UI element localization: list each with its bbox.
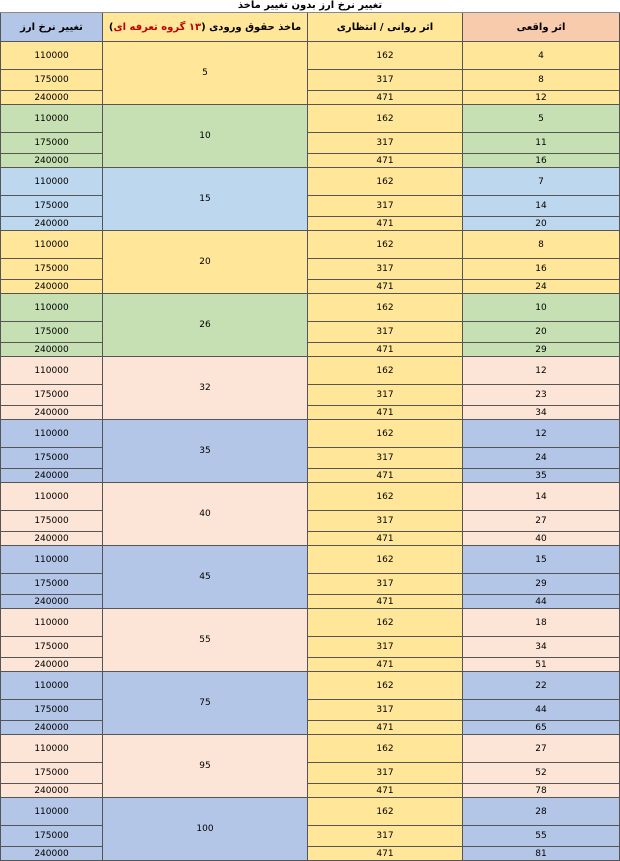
rate-cell[interactable]: 175000	[1, 700, 103, 721]
psychological-effect-cell[interactable]: 471	[308, 721, 463, 735]
psychological-effect-cell[interactable]: 317	[308, 133, 463, 154]
psychological-effect-cell[interactable]: 317	[308, 637, 463, 658]
psychological-effect-cell[interactable]: 471	[308, 847, 463, 861]
real-effect-cell[interactable]: 81	[463, 847, 620, 861]
rate-cell[interactable]: 240000	[1, 784, 103, 798]
real-effect-cell[interactable]: 24	[463, 448, 620, 469]
base-duty-cell[interactable]: 95	[103, 735, 308, 798]
rate-cell[interactable]: 175000	[1, 826, 103, 847]
psychological-effect-cell[interactable]: 317	[308, 826, 463, 847]
header-real-effect[interactable]: اثر واقعی	[463, 13, 620, 42]
psychological-effect-cell[interactable]: 162	[308, 294, 463, 322]
psychological-effect-cell[interactable]: 317	[308, 511, 463, 532]
header-base-suffix: )	[108, 21, 114, 33]
rate-cell[interactable]: 175000	[1, 637, 103, 658]
real-effect-cell[interactable]: 78	[463, 784, 620, 798]
real-effect-cell[interactable]: 27	[463, 511, 620, 532]
rate-cell[interactable]: 240000	[1, 469, 103, 483]
real-effect-cell[interactable]: 65	[463, 721, 620, 735]
psychological-effect-cell[interactable]: 162	[308, 609, 463, 637]
base-duty-cell[interactable]: 26	[103, 294, 308, 357]
header-base-duty[interactable]	[103, 13, 308, 42]
rate-cell[interactable]: 175000	[1, 259, 103, 280]
psychological-effect-cell[interactable]: 471	[308, 217, 463, 231]
psychological-effect-cell[interactable]: 471	[308, 280, 463, 294]
real-effect-cell[interactable]: 10	[463, 294, 620, 322]
psychological-effect-cell[interactable]: 162	[308, 735, 463, 763]
header-base-highlight: ۱۳ گروه تعرفه ای	[113, 21, 202, 33]
psychological-effect-cell[interactable]: 317	[308, 322, 463, 343]
base-duty-cell[interactable]: 100	[103, 798, 308, 861]
real-effect-cell[interactable]: 16	[463, 154, 620, 168]
psychological-effect-cell[interactable]: 162	[308, 420, 463, 448]
real-effect-cell[interactable]: 52	[463, 763, 620, 784]
rate-cell[interactable]: 240000	[1, 154, 103, 168]
rate-cell[interactable]: 110000	[1, 798, 103, 826]
real-effect-cell[interactable]: 29	[463, 343, 620, 357]
psychological-effect-cell[interactable]: 162	[308, 483, 463, 511]
real-effect-cell[interactable]: 20	[463, 217, 620, 231]
psychological-effect-cell[interactable]: 471	[308, 658, 463, 672]
rate-cell[interactable]: 175000	[1, 763, 103, 784]
base-duty-cell[interactable]: 20	[103, 231, 308, 294]
real-effect-cell[interactable]: 8	[463, 70, 620, 91]
base-duty-cell[interactable]: 45	[103, 546, 308, 609]
rate-cell[interactable]: 175000	[1, 574, 103, 595]
rate-cell[interactable]: 110000	[1, 546, 103, 574]
base-duty-cell[interactable]: 75	[103, 672, 308, 735]
rate-cell[interactable]: 240000	[1, 280, 103, 294]
real-effect-cell[interactable]: 12	[463, 91, 620, 105]
psychological-effect-cell[interactable]: 162	[308, 672, 463, 700]
rate-cell[interactable]: 175000	[1, 133, 103, 154]
header-base-prefix: ماخذ حقوق ورودی (	[201, 21, 302, 33]
real-effect-cell[interactable]: 29	[463, 574, 620, 595]
real-effect-cell[interactable]: 8	[463, 231, 620, 259]
base-duty-cell[interactable]: 55	[103, 609, 308, 672]
base-duty-cell[interactable]: 35	[103, 420, 308, 483]
rate-cell[interactable]: 175000	[1, 385, 103, 406]
exchange-rate-table	[0, 13, 620, 861]
real-effect-cell[interactable]: 28	[463, 798, 620, 826]
rate-cell[interactable]: 110000	[1, 105, 103, 133]
real-effect-cell[interactable]: 34	[463, 637, 620, 658]
rate-cell[interactable]: 110000	[1, 294, 103, 322]
psychological-effect-cell[interactable]: 317	[308, 70, 463, 91]
rate-cell[interactable]: 110000	[1, 168, 103, 196]
psychological-effect-cell[interactable]: 162	[308, 105, 463, 133]
rate-cell[interactable]: 240000	[1, 847, 103, 861]
rate-cell[interactable]: 240000	[1, 217, 103, 231]
psychological-effect-cell[interactable]: 162	[308, 231, 463, 259]
base-duty-cell[interactable]: 32	[103, 357, 308, 420]
psychological-effect-cell[interactable]: 317	[308, 385, 463, 406]
real-effect-cell[interactable]: 23	[463, 385, 620, 406]
psychological-effect-cell[interactable]: 471	[308, 343, 463, 357]
psychological-effect-cell[interactable]: 317	[308, 763, 463, 784]
rate-cell[interactable]: 240000	[1, 91, 103, 105]
psychological-effect-cell[interactable]: 471	[308, 532, 463, 546]
header-rate-change[interactable]: تغییر نرخ ارز	[1, 13, 103, 42]
base-duty-cell[interactable]: 15	[103, 168, 308, 231]
psychological-effect-cell[interactable]: 471	[308, 154, 463, 168]
base-duty-cell[interactable]: 5	[103, 42, 308, 105]
real-effect-cell[interactable]: 35	[463, 469, 620, 483]
rate-cell[interactable]: 240000	[1, 721, 103, 735]
rate-cell[interactable]: 110000	[1, 609, 103, 637]
psychological-effect-cell[interactable]: 162	[308, 798, 463, 826]
psychological-effect-cell[interactable]: 317	[308, 196, 463, 217]
base-duty-cell[interactable]: 40	[103, 483, 308, 546]
psychological-effect-cell[interactable]: 471	[308, 91, 463, 105]
real-effect-cell[interactable]: 51	[463, 658, 620, 672]
real-effect-cell[interactable]: 14	[463, 196, 620, 217]
psychological-effect-cell[interactable]: 317	[308, 259, 463, 280]
psychological-effect-cell[interactable]: 471	[308, 784, 463, 798]
real-effect-cell[interactable]: 4	[463, 42, 620, 70]
real-effect-cell[interactable]: 14	[463, 483, 620, 511]
rate-cell[interactable]: 110000	[1, 231, 103, 259]
real-effect-cell[interactable]: 12	[463, 420, 620, 448]
real-effect-cell[interactable]: 7	[463, 168, 620, 196]
real-effect-cell[interactable]: 15	[463, 546, 620, 574]
real-effect-cell[interactable]: 44	[463, 595, 620, 609]
psychological-effect-cell[interactable]: 317	[308, 448, 463, 469]
real-effect-cell[interactable]: 24	[463, 280, 620, 294]
rate-cell[interactable]: 175000	[1, 70, 103, 91]
rate-cell[interactable]: 240000	[1, 658, 103, 672]
real-effect-cell[interactable]: 22	[463, 672, 620, 700]
psychological-effect-cell[interactable]: 162	[308, 168, 463, 196]
psychological-effect-cell[interactable]: 471	[308, 406, 463, 420]
rate-cell[interactable]: 175000	[1, 511, 103, 532]
psychological-effect-cell[interactable]: 162	[308, 357, 463, 385]
sheet-title: تغییر نرخ ارز بدون تغییر ماخذ	[0, 0, 620, 13]
rate-cell[interactable]: 110000	[1, 420, 103, 448]
rate-cell[interactable]: 240000	[1, 406, 103, 420]
rate-cell[interactable]: 240000	[1, 532, 103, 546]
header-psychological-effect[interactable]: اثر روانی / انتظاری	[308, 13, 463, 42]
psychological-effect-cell[interactable]: 162	[308, 42, 463, 70]
real-effect-cell[interactable]: 11	[463, 133, 620, 154]
rate-cell[interactable]: 175000	[1, 448, 103, 469]
rate-cell[interactable]: 110000	[1, 42, 103, 70]
psychological-effect-cell[interactable]: 162	[308, 546, 463, 574]
rate-cell[interactable]: 240000	[1, 343, 103, 357]
base-duty-cell[interactable]: 10	[103, 105, 308, 168]
real-effect-cell[interactable]: 40	[463, 532, 620, 546]
psychological-effect-cell[interactable]: 317	[308, 574, 463, 595]
psychological-effect-cell[interactable]: 471	[308, 595, 463, 609]
rate-cell[interactable]: 110000	[1, 672, 103, 700]
rate-cell[interactable]: 110000	[1, 735, 103, 763]
real-effect-cell[interactable]: 16	[463, 259, 620, 280]
rate-cell[interactable]: 175000	[1, 322, 103, 343]
real-effect-cell[interactable]: 27	[463, 735, 620, 763]
rate-cell[interactable]: 110000	[1, 483, 103, 511]
real-effect-cell[interactable]: 12	[463, 357, 620, 385]
real-effect-cell[interactable]: 20	[463, 322, 620, 343]
real-effect-cell[interactable]: 18	[463, 609, 620, 637]
real-effect-cell[interactable]: 44	[463, 700, 620, 721]
psychological-effect-cell[interactable]: 317	[308, 700, 463, 721]
rate-cell[interactable]: 110000	[1, 357, 103, 385]
rate-cell[interactable]: 240000	[1, 595, 103, 609]
real-effect-cell[interactable]: 55	[463, 826, 620, 847]
real-effect-cell[interactable]: 34	[463, 406, 620, 420]
rate-cell[interactable]: 175000	[1, 196, 103, 217]
psychological-effect-cell[interactable]: 471	[308, 469, 463, 483]
real-effect-cell[interactable]: 5	[463, 105, 620, 133]
